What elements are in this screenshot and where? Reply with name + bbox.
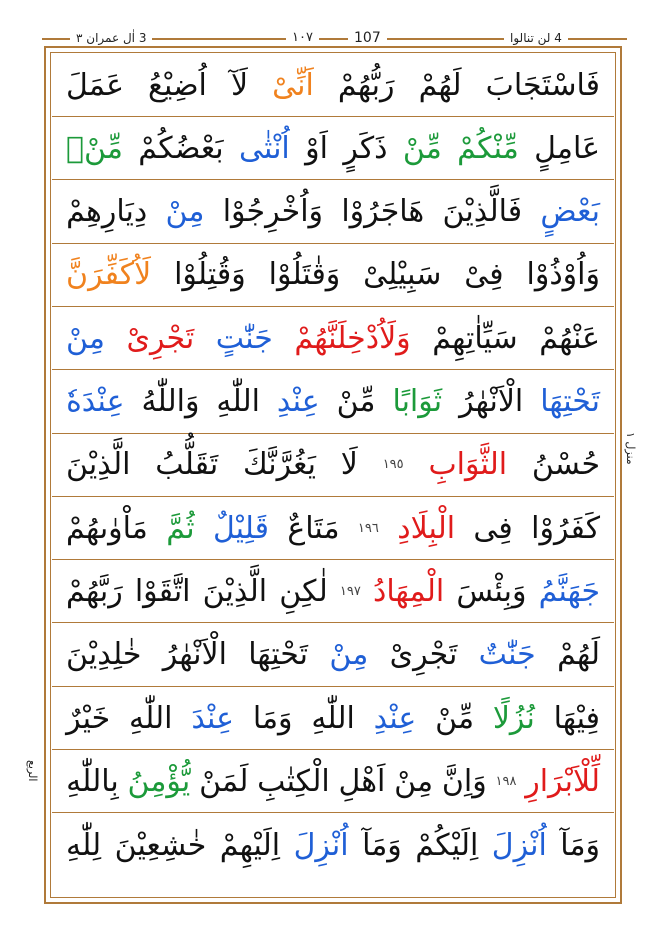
word: وَمَآ xyxy=(362,827,402,863)
word: اللّٰهِ xyxy=(311,700,355,736)
ayah-marker: ١٩٧ xyxy=(339,583,361,599)
word: وَاُوْذُوْا xyxy=(526,257,600,293)
word: وَاِنَّ xyxy=(441,763,487,799)
word: هَاجَرُوْا xyxy=(341,194,425,230)
word: تَجْرِىْ xyxy=(389,637,458,673)
text-line xyxy=(52,54,614,117)
word: كَفَرُوْا xyxy=(531,510,600,546)
text-line xyxy=(52,560,614,623)
word: وَبِئْسَ xyxy=(456,573,527,609)
text-line xyxy=(52,244,614,307)
word: تَحْتِهَا xyxy=(248,637,309,673)
word: مِنْ xyxy=(329,637,369,673)
word: اُضِيْعُ xyxy=(148,67,207,103)
word: مِنْ xyxy=(394,763,434,799)
word: لَمَنْ xyxy=(199,763,249,799)
word: تَحْتِهَا xyxy=(540,384,600,419)
word: الَّذِيْنَ xyxy=(202,573,268,609)
text-line xyxy=(52,181,614,244)
word: سَيِّاٰتِهِمْ xyxy=(432,320,518,356)
word: عَمَلَ xyxy=(66,67,124,103)
word: بَعْضُكُمْ xyxy=(138,130,224,166)
word: لِلّٰهِ xyxy=(66,827,102,863)
word: عِنْدِ xyxy=(373,700,417,736)
word: دِيَارِهِمْ xyxy=(66,194,148,230)
word: بَعْضٍ xyxy=(540,194,600,230)
word: عِنْدَهٗ xyxy=(66,384,125,419)
ayah-marker: ١٩٥ xyxy=(382,457,404,473)
word: تَجْرِىْ xyxy=(126,320,195,356)
word: فِى xyxy=(473,510,513,546)
word: وَاُخْرِجُوْا xyxy=(222,194,324,230)
word: سَبِيْلِىْ xyxy=(363,257,442,293)
word: مِّنْۢ xyxy=(66,130,123,166)
word: الْمِهَادُ xyxy=(373,573,445,609)
word: بِاللّٰهِ xyxy=(66,763,119,799)
word: فَالَّذِيْنَ xyxy=(442,194,523,230)
word: الْاَنْهٰرُ xyxy=(459,384,524,419)
word: الَّذِيْنَ xyxy=(66,447,131,483)
word: اتَّقَوْا xyxy=(134,573,191,609)
text-line xyxy=(52,434,614,497)
manzil-note: منزل ١ xyxy=(624,432,637,465)
word: اُنْزِلَ xyxy=(293,827,349,863)
word: لَآ xyxy=(230,67,249,103)
word: اِلَيْهِمْ xyxy=(219,827,281,863)
word: خَيْرٌ xyxy=(66,700,111,736)
word: ثُمَّ xyxy=(166,510,195,546)
word: ذَكَرٍ xyxy=(343,130,388,166)
word: لَا xyxy=(340,447,358,483)
text-line xyxy=(52,117,614,180)
word: قَلِيْلٌ xyxy=(212,510,269,546)
word: مِنْ xyxy=(66,320,105,356)
page-number: 107 xyxy=(348,27,387,49)
word: اَهْلِ xyxy=(338,763,386,799)
word: عِنْدَ xyxy=(191,700,235,736)
word: خٰلِدِيْنَ xyxy=(66,637,142,673)
word: فِيْهَا xyxy=(553,700,600,736)
word: مَاْوٰىهُمْ xyxy=(66,510,148,546)
word: وَلَاُدْخِلَنَّهُمْ xyxy=(294,320,411,356)
text-line xyxy=(52,307,614,370)
word: لَهُمْ xyxy=(418,67,462,103)
surah-label: 3 اٰل عمران ٣ xyxy=(70,27,152,49)
text-line xyxy=(52,371,614,434)
word: اُنْزِلَ xyxy=(491,827,547,863)
word: تَقَلُّبُ xyxy=(155,447,219,483)
word: فَاسْتَجَابَ xyxy=(485,67,600,103)
page-number-arabic: ١٠٧ xyxy=(286,27,319,49)
word: رَبَّهُمْ xyxy=(66,573,123,609)
word: نُزُلًا xyxy=(492,700,535,736)
word: وَقُتِلُوْا xyxy=(174,257,246,293)
text-line xyxy=(52,750,614,813)
word: وَقٰتَلُوْا xyxy=(268,257,341,293)
word: جَنّٰتٍ xyxy=(215,320,273,356)
word: يُّؤْمِنُ xyxy=(127,763,191,799)
word: اَوْ xyxy=(305,130,328,166)
word: عِنْدِ xyxy=(276,384,320,419)
word: الْكِتٰبِ xyxy=(257,763,330,799)
word: مِّنْ xyxy=(402,130,442,166)
word: لَاُكَفِّرَنَّ xyxy=(66,257,152,293)
word: خٰشِعِيْنَ xyxy=(114,827,207,863)
text-line xyxy=(52,497,614,560)
word: مِّنْ xyxy=(435,700,475,736)
word: اِلَيْكُمْ xyxy=(415,827,479,863)
word: جَهَنَّمُ xyxy=(538,573,600,609)
text-line xyxy=(52,814,614,877)
ruku-note: الربع xyxy=(26,760,39,782)
word: اللّٰهِ xyxy=(129,700,173,736)
word: لٰكِنِ xyxy=(279,573,328,609)
word: لِّلْاَبْرَارِ xyxy=(525,763,600,799)
ayah-marker: ١٩٦ xyxy=(357,520,379,536)
word: اللّٰهِ xyxy=(216,384,260,419)
word: مَتَاعٌ xyxy=(287,510,340,546)
word: عَنْهُمْ xyxy=(539,320,600,356)
word: اُنْثٰى xyxy=(239,130,290,166)
word: ثَوَابًا xyxy=(392,384,443,419)
juz-label: 4 لن تنالوا xyxy=(504,27,568,49)
word: وَمَآ xyxy=(560,827,600,863)
word: وَاللّٰهُ xyxy=(141,384,200,419)
word: لَهُمْ xyxy=(557,637,600,673)
word: رَبُّهُمْ xyxy=(337,67,395,103)
word: مِنْ xyxy=(165,194,205,230)
word: فِىْ xyxy=(464,257,504,293)
word: مِّنْ xyxy=(336,384,376,419)
word: مِّنْكُمْ xyxy=(457,130,519,166)
text-line xyxy=(52,624,614,687)
word: اَنِّىْ xyxy=(272,67,314,103)
ayah-marker: ١٩٨ xyxy=(495,773,517,789)
word: الْاَنْهٰرُ xyxy=(162,637,227,673)
text-line xyxy=(52,687,614,750)
word: الْبِلَادِ xyxy=(397,510,456,546)
word: جَنّٰتٌ xyxy=(478,637,536,673)
word: الثَّوَابِ xyxy=(428,447,508,483)
word: حُسْنُ xyxy=(531,447,600,483)
word: وَمَا xyxy=(252,700,293,736)
word: عَامِلٍ xyxy=(534,130,600,166)
word: يَغُرَّنَّكَ xyxy=(242,447,316,483)
